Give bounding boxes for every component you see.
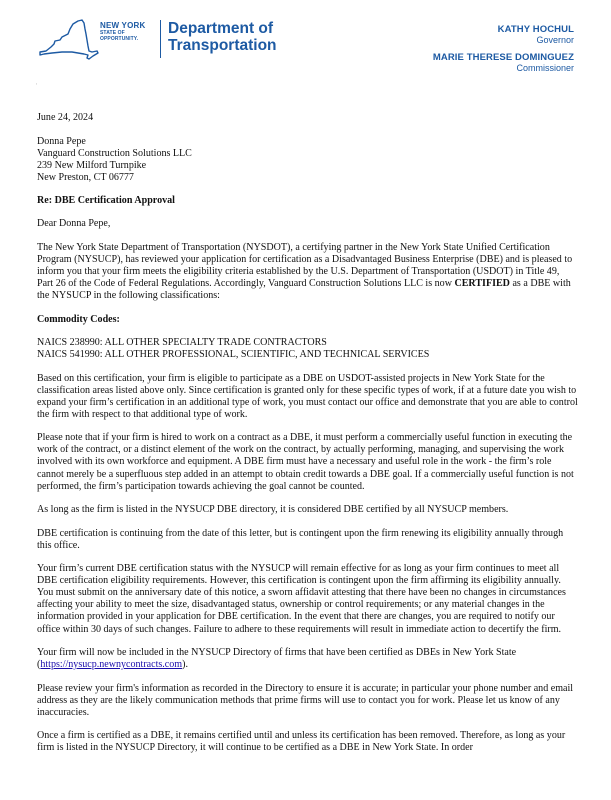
recipient-city: New Preston, CT 06777 [37, 171, 134, 183]
paragraph-commercially-useful-function: Please note that if your firm is hired to work on a contract as a DBE, it must perform a commercially useful function in executing the work of the contract, or a distinct element of the work on the contract, by actually performing, managing, and supervising the work involved with its own workforce and equipment. A DBE firm must have a necessary and useful role in the work - the firm’s role cannot merely be a superfluous step added in an attempt to obtain credit towards a DBE goal. If a commercially useful function is not performed, the firm’s participation towards achieving the goal cannot be counted. [37, 432, 574, 492]
commissioner-title: Commissioner [516, 63, 574, 73]
department-name [168, 20, 277, 54]
intro-text: The New York State Department of Transportation (NYSDOT), a certifying partner in the New York State Unified Certification Program (NYSUCP), has reviewed your application for certification as a Disadvantaged Business Enterprise (DBE) and is pleased to inform you that your firm meets the eligibility criteria established by the U.S. Department of Transportation (USDOT) in Title 49, Part 26 of the Code of Federal Regulations. Accordingly, Vanguard Construction Solutions LLC is now [37, 241, 573, 289]
department-line-1: Department of [168, 20, 274, 37]
directory-link[interactable]: https://nysucp.newnycontracts.com [40, 659, 183, 671]
paragraph-annual-affidavit: Your firm’s current DBE certification status with the NYSUCP will remain effective for as long as your firm continues to meet all DBE certification eligibility requirements. However, this certification is contingent upon the firm affirming its eligibility annually. You must submit on the anniversary date of this notice, a sworn affidavit attesting that there have been no changes in circumstances affecting your ability to meet the size, disadvantaged status, ownership or control requirements; or any material changes in the information provided in your application for DBE certification. In the event that there are changes, you are required to notify our office within 30 days of such changes. Failure to adhere to these requirements will result in immediate action to decertify the firm. [37, 563, 566, 635]
commissioner-name: MARIE THERESE DOMINGUEZ [432, 52, 574, 63]
logo-divider [160, 20, 161, 58]
state-name: NEW YORK [100, 21, 146, 30]
nysdot-logo [38, 18, 283, 62]
governor-title: Governor [536, 35, 574, 45]
naics-list [37, 337, 578, 361]
state-tagline-2: OPPORTUNITY. [100, 36, 139, 42]
commodity-heading: Commodity Codes: [37, 313, 120, 325]
paragraph-remains-certified: Once a firm is certified as a DBE, it remains certified until and unless its certification has been removed. Therefore, as long as your firm is listed in the NYSUCP Directory, it will continue to be certified as a DBE in New York State. In order [37, 730, 566, 754]
directory-text: Your firm will now be included in the NYSUCP Directory of firms that have been certified as DBEs in New York State ( [37, 647, 517, 671]
intro-text-end: as a DBE with the NYSUCP in the following classifications: [37, 277, 571, 302]
governor-name: KATHY HOCHUL [497, 24, 574, 35]
letter-date: June 24, 2024 [37, 112, 94, 123]
new-york-state-map-icon [38, 18, 100, 62]
paragraph-eligibility: Based on this certification, your firm is eligible to participate as a DBE on USDOT-assisted projects in New York State for the classification areas listed above only. Since certification is granted only for these specific types of work, if at a future date you wish to expand your firm’s certification in an additional type of work, you must contact our office and demonstrate that you are able to control the firm with respect to that additional type of work. [37, 372, 578, 420]
margin-mark: , [36, 80, 38, 86]
state-wordmark [100, 21, 145, 42]
salutation: Dear Donna Pepe, [37, 218, 111, 230]
certified-emphasis: CERTIFIED [454, 277, 510, 289]
paragraph-review-info: Please review your firm's information as recorded in the Directory to ensure it is accurate; in particular your phone number and email address as they are the likely communication methods that prime firms will use to contact you for work. Please let us know of any inaccuracies. [37, 682, 574, 718]
paragraph-directory-listing: As long as the firm is listed in the NYSUCP DBE directory, it is considered DBE certified by all NYSUCP members. [37, 504, 509, 516]
officials-block [433, 24, 574, 80]
directory-text-end: ). [182, 659, 188, 671]
recipient-address [37, 136, 578, 184]
department-line-2: Transportation [168, 37, 277, 54]
state-tagline-1: STATE OF [100, 30, 125, 36]
naics-item: NAICS 238990: ALL OTHER SPECIALTY TRADE CONTRACTORS [37, 337, 327, 349]
recipient-name: Donna Pepe [37, 135, 86, 147]
paragraph-intro [37, 242, 578, 302]
letter-body [37, 112, 578, 766]
recipient-street: 239 New Milford Turnpike [37, 159, 147, 171]
paragraph-continuing-certification: DBE certification is continuing from the date of this letter, but is contingent upon the firm renewing its eligibility annually through this office. [37, 527, 564, 551]
naics-item: NAICS 541990: ALL OTHER PROFESSIONAL, SCIENTIFIC, AND TECHNICAL SERVICES [37, 349, 430, 361]
paragraph-directory-inclusion [37, 647, 578, 671]
recipient-company: Vanguard Construction Solutions LLC [37, 147, 192, 159]
subject-line: Re: DBE Certification Approval [37, 194, 175, 206]
